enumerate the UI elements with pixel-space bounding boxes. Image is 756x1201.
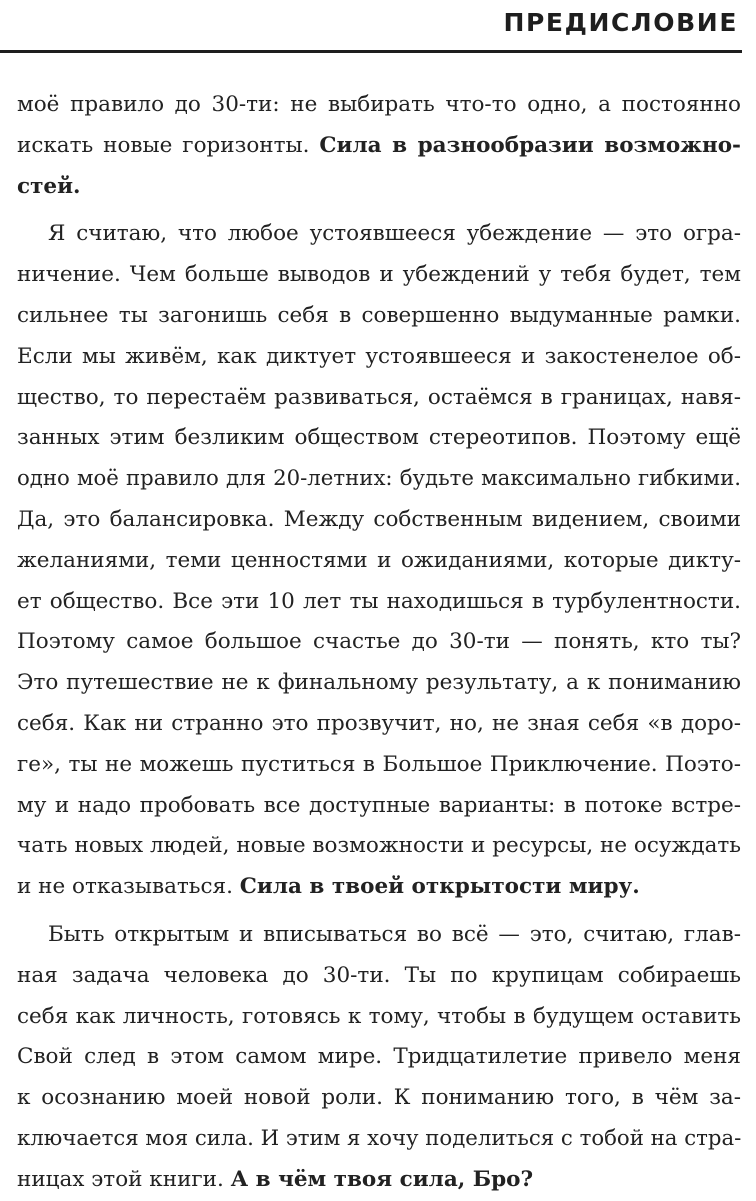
text-run: себя. Как ни странно это прозвучит, но, не зная себя «в доро- [17, 710, 741, 736]
bold-text-run: Сила в твоей открытости миру. [239, 874, 640, 900]
text-run: и не отказываться. [17, 874, 240, 900]
text-run: сильнее ты загонишь себя в совершенно выдуманные рамки. [17, 302, 741, 328]
text-line [17, 1160, 741, 1201]
text-run: желаниями, теми ценностями и ожиданиями, которые дикту- [17, 547, 741, 573]
text-run: искать новые горизонты. [17, 132, 320, 158]
paragraph [17, 915, 741, 1201]
paragraph [17, 214, 741, 908]
text-line [17, 167, 741, 208]
text-line [17, 956, 741, 997]
text-run: Я считаю, что любое устоявшееся убеждение — это огра- [48, 221, 741, 247]
text-run: ге», ты не можешь пуститься в Большое Приключение. Поэто- [17, 751, 741, 777]
text-run: ничение. Чем больше выводов и убеждений у тебя будет, тем [17, 262, 741, 288]
text-run: ная задача человека до 30-ти. Ты по крупицам собираешь [17, 962, 741, 988]
bold-text-run: стей. [17, 173, 81, 199]
text-line [17, 1037, 741, 1078]
paragraph [17, 85, 741, 207]
bold-text-run: Сила в разнообразии возможно- [319, 132, 741, 158]
text-run: Поэтому самое большое счастье до 30-ти — понять, кто ты? [17, 629, 741, 655]
text-run: моё правило до 30-ти: не выбирать что-то одно, а постоянно [17, 92, 741, 117]
text-line [17, 582, 741, 623]
bold-text-run: А в чём твоя сила, Бро? [230, 1166, 534, 1192]
text-run: занных этим безликим обществом стереотипов. Поэтому ещё [17, 425, 741, 451]
text-run: Свой след в этом самом мире. Тридцатилетие привело меня [17, 1044, 741, 1070]
text-line [17, 745, 741, 786]
text-line [17, 459, 741, 500]
text-run: к осознанию моей новой роли. К пониманию того, в чём за- [17, 1085, 741, 1111]
text-line [17, 786, 741, 827]
text-run: Быть открытым и вписываться во всё — это, считаю, глав- [48, 921, 741, 947]
chapter-title: ПРЕДИСЛОВИЕ [503, 8, 738, 37]
text-run: ет общество. Все эти 10 лет ты находишься в турбулентности. [17, 588, 741, 614]
text-run: щество, то перестаём развиваться, остаёмся в границах, навя- [17, 384, 741, 410]
text-run: себя как личность, готовясь к тому, чтобы в будущем оставить [17, 1003, 741, 1029]
text-line [17, 826, 741, 867]
text-line [17, 663, 741, 704]
text-line [17, 622, 741, 663]
text-line [17, 214, 741, 255]
text-run: Это путешествие не к финальному результату, а к пониманию [17, 670, 741, 696]
running-header [0, 0, 756, 56]
text-line [17, 541, 741, 582]
page-body [17, 85, 741, 1201]
text-run: одно моё правило для 20-летних: будьте максимально гибкими. [17, 466, 741, 492]
text-line [17, 915, 741, 956]
text-line [17, 1078, 741, 1119]
text-line [17, 337, 741, 378]
text-run: ключается моя сила. И этим я хочу поделиться с тобой на стра- [17, 1125, 742, 1151]
text-line [17, 1119, 741, 1160]
text-line [17, 296, 741, 337]
text-line [17, 867, 741, 908]
text-line [17, 255, 741, 296]
text-line [17, 704, 741, 745]
text-run: Да, это балансировка. Между собственным видением, своими [17, 506, 741, 532]
text-line [17, 997, 741, 1038]
text-run: Если мы живём, как диктует устоявшееся и закостенелое об- [17, 343, 741, 369]
text-line [17, 85, 741, 126]
text-line [17, 500, 741, 541]
text-run: ницах этой книги. [17, 1166, 231, 1192]
header-rule [0, 50, 742, 53]
text-line [17, 378, 741, 419]
text-run: чать новых людей, новые возможности и ресурсы, не осуждать [17, 833, 741, 859]
text-line [17, 418, 741, 459]
text-run: му и надо пробовать все доступные варианты: в потоке встре- [17, 792, 741, 818]
text-line [17, 126, 741, 167]
